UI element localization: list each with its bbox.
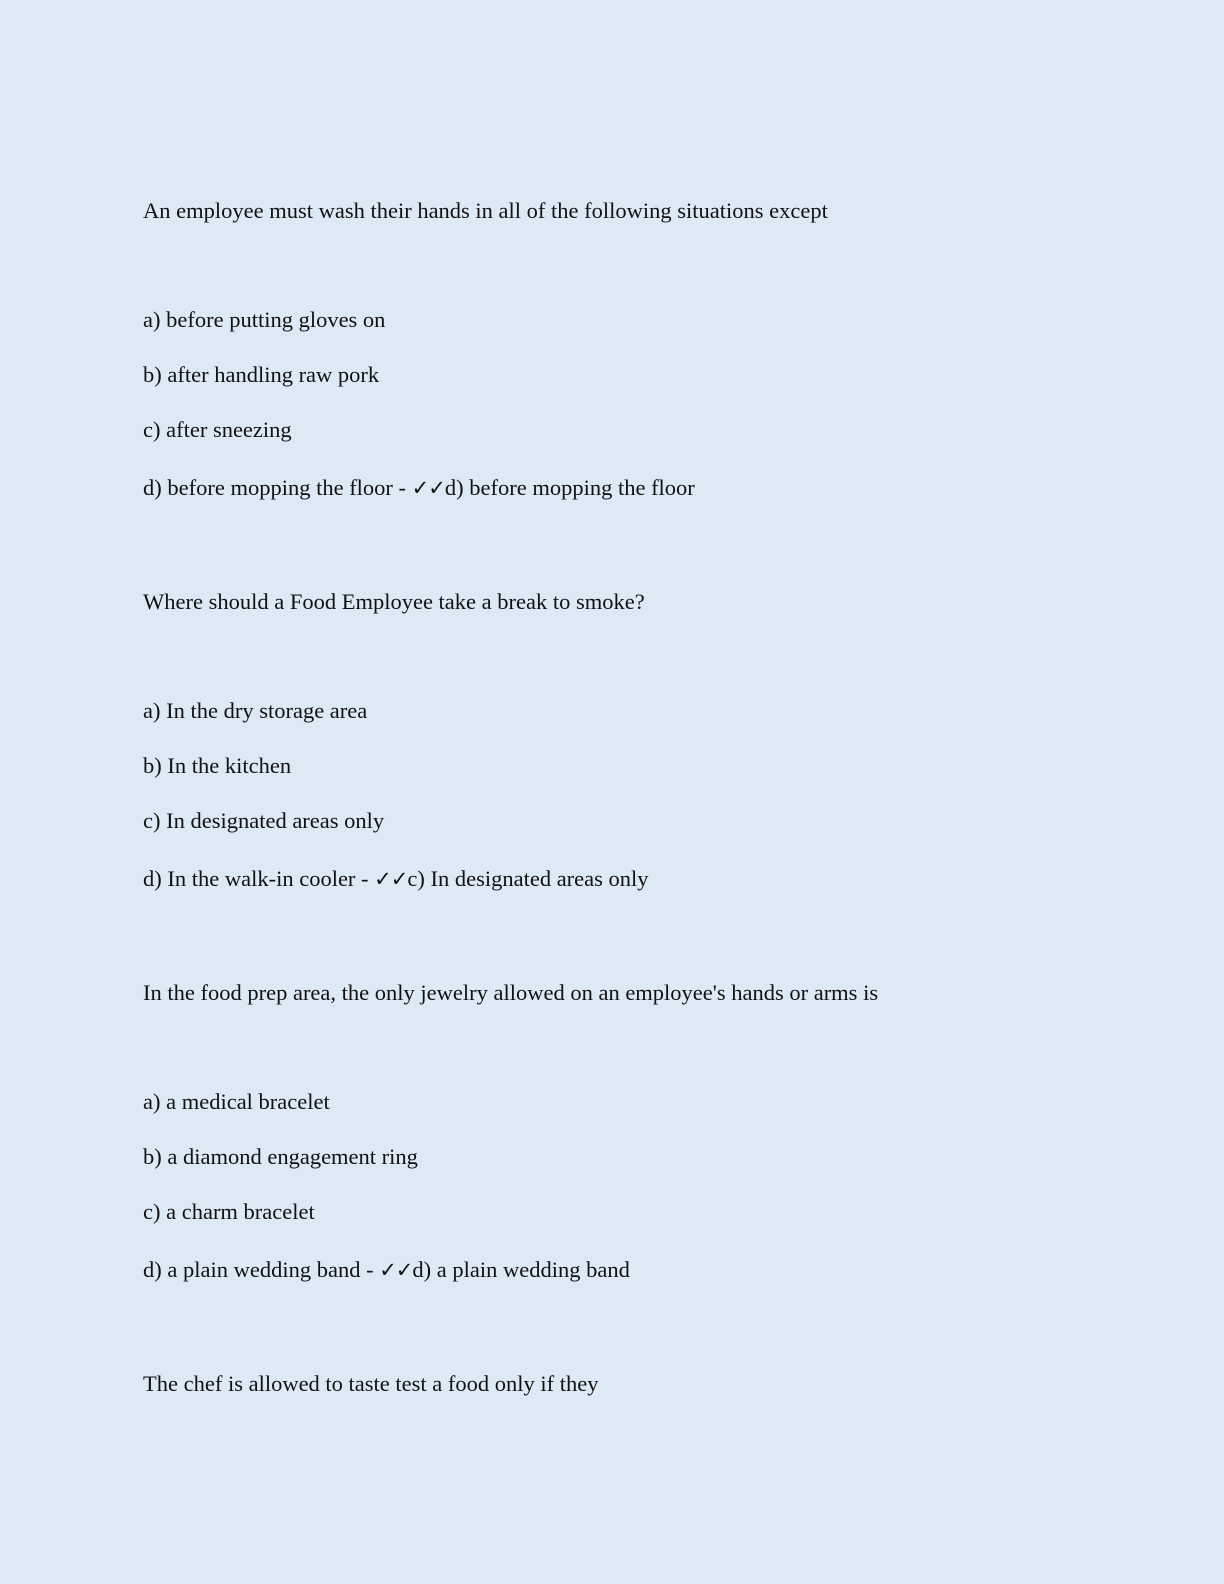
question-1-prompt: An employee must wash their hands in all of the following situations except bbox=[143, 198, 828, 223]
double-check-icon: ✓✓ bbox=[374, 867, 408, 891]
question-2-option-d-with-answer bbox=[143, 865, 649, 893]
question-1-option-a: a) before putting gloves on bbox=[143, 307, 386, 332]
double-check-icon: ✓✓ bbox=[379, 1258, 413, 1282]
question-1-option-d: d) before mopping the floor - bbox=[143, 475, 412, 500]
question-3-option-c: c) a charm bracelet bbox=[143, 1199, 315, 1224]
question-3-answer: d) a plain wedding band bbox=[412, 1257, 630, 1282]
question-3-option-b: b) a diamond engagement ring bbox=[143, 1144, 418, 1169]
question-2-option-d: d) In the walk-in cooler - bbox=[143, 866, 375, 891]
question-2-option-c: c) In designated areas only bbox=[143, 808, 385, 833]
double-check-icon: ✓✓ bbox=[411, 476, 445, 500]
question-2-option-b: b) In the kitchen bbox=[143, 753, 292, 778]
question-3-prompt: In the food prep area, the only jewelry allowed on an employee's hands or arms is bbox=[143, 980, 879, 1005]
question-1-option-c: c) after sneezing bbox=[143, 417, 292, 442]
question-1-answer: d) before mopping the floor bbox=[444, 475, 695, 500]
question-2-answer: c) In designated areas only bbox=[407, 866, 649, 891]
question-3-option-d: d) a plain wedding band - bbox=[143, 1257, 380, 1282]
question-2-option-a: a) In the dry storage area bbox=[143, 698, 368, 723]
question-2-prompt: Where should a Food Employee take a break to smoke? bbox=[143, 589, 645, 614]
question-1-option-b: b) after handling raw pork bbox=[143, 362, 380, 387]
question-4-prompt: The chef is allowed to taste test a food only if they bbox=[143, 1371, 599, 1396]
question-3-option-d-with-answer bbox=[143, 1256, 630, 1284]
question-1-option-d-with-answer bbox=[143, 474, 695, 502]
question-3-option-a: a) a medical bracelet bbox=[143, 1089, 330, 1114]
